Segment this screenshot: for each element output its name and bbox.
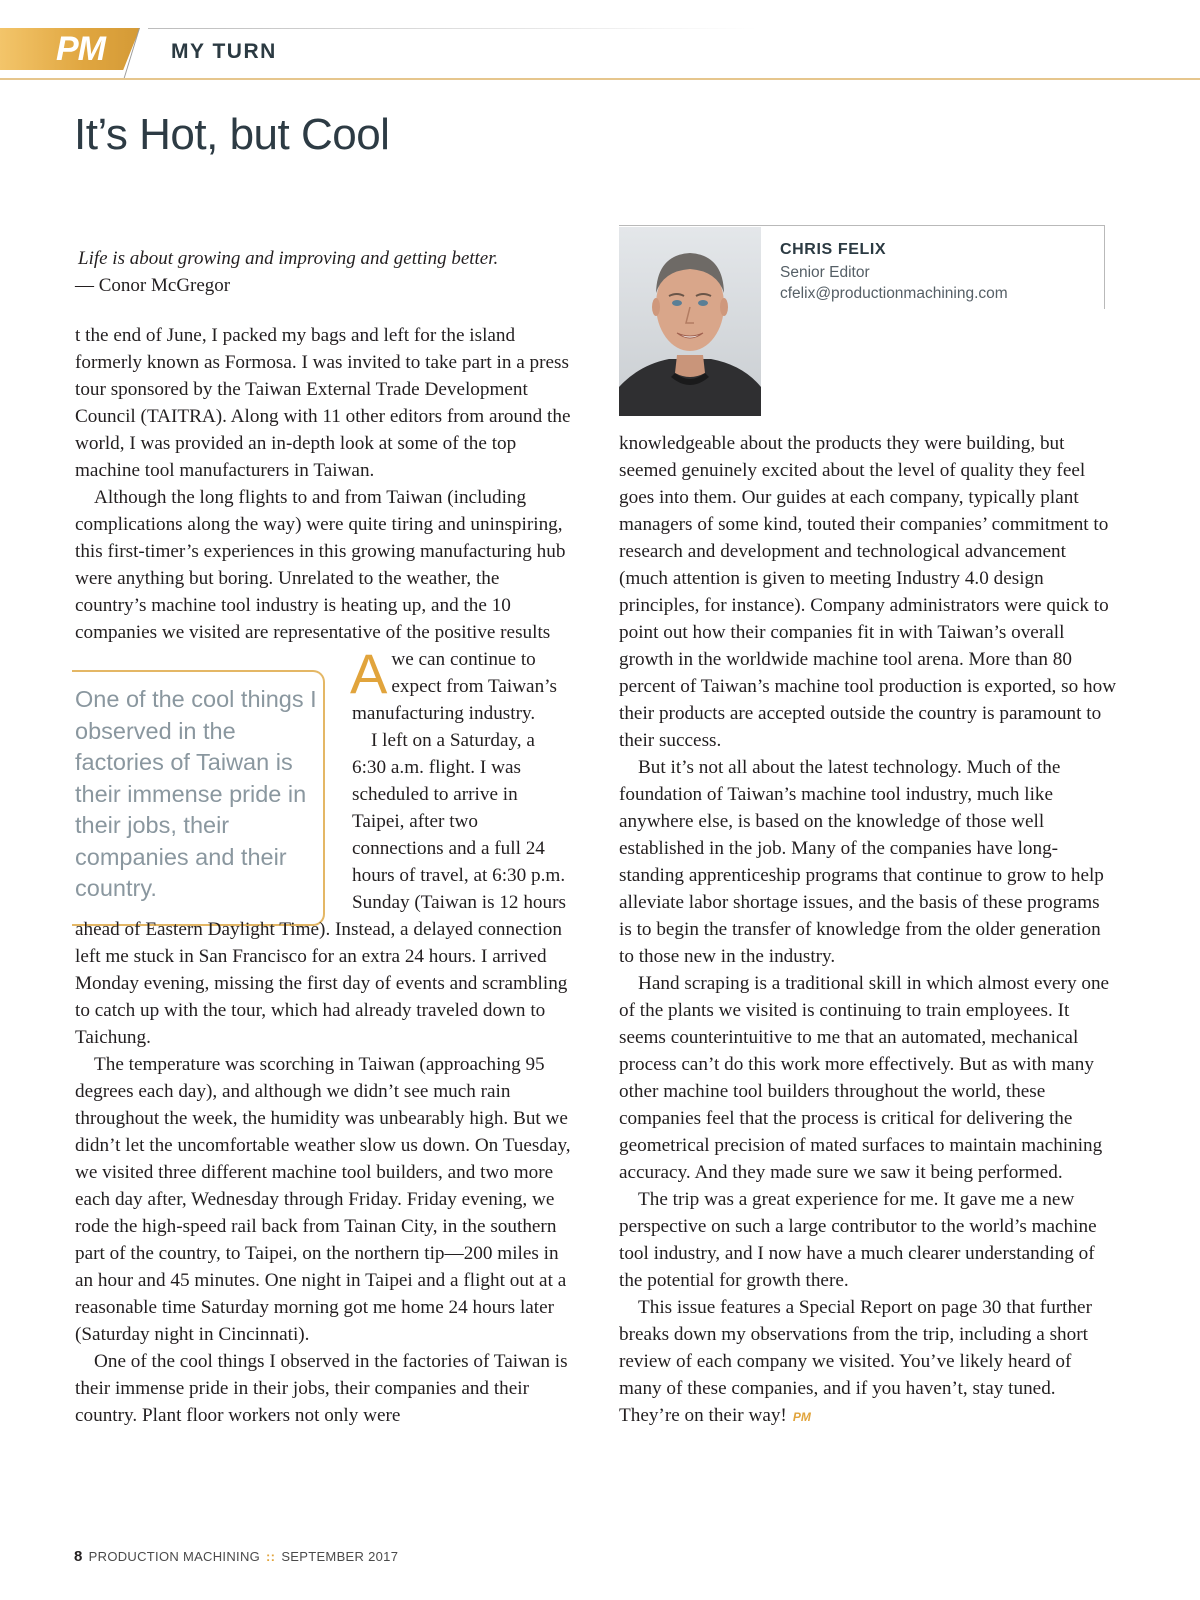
header-rule-top: [148, 28, 758, 29]
article-column-left: [75, 322, 571, 1429]
pull-quote-wrap: [75, 646, 352, 893]
article-paragraph: Although the long flights to and from Taiwan (including complications along the way) were quite tiring and uninspiring, this first-timer’s experiences in this growing manufacturing hub were anything but boring. Unrelated to the weather, the country’s machine tool industry is heating up, and the 10 companies we visited are representative of the positive results we can continue to expect from Taiwan’s manufacturing industry.: [75, 487, 566, 724]
epigraph-quote: Life is about growing and improving and getting better.: [78, 248, 499, 269]
article-column-right: [619, 430, 1117, 1431]
article-paragraph: A t the end of June, I packed my bags and left for the island formerly known as Formosa. I was invited to take part in a press tour sponsored by the Taiwan External Trade Development Council (TAITRA). Along with 11 other editors from around the world, I was provided an in-depth look at some of the top machine tool manufacturers in Taiwan.: [75, 325, 571, 705]
footer-publication: PRODUCTION MACHINING: [88, 1549, 261, 1564]
footer-issue: SEPTEMBER 2017: [281, 1549, 399, 1564]
article-paragraph: The trip was a great experience for me. It gave me a new perspective on such a large contributor to the world’s machine tool industry, and I now have a much clearer understanding of the potential for growth there.: [619, 1189, 1097, 1291]
epigraph-attribution: — Conor McGregor: [75, 275, 231, 296]
section-label: MY TURN: [171, 40, 277, 63]
page-footer: [74, 1548, 398, 1565]
author-email-link[interactable]: cfelix@productionmachining.com: [780, 285, 1008, 302]
article-paragraph: This issue features a Special Report on page 30 that further breaks down my observations from the trip, including a short review of each company we visited. You’ve likely heard of many of these companies, and if you haven’t, stay tuned. They’re on their way! PM: [619, 1297, 1092, 1426]
article-paragraph: One of the cool things I observed in the factories of Taiwan is their immense pride in their jobs, their companies and their country. Plant floor workers not only were: [75, 1351, 568, 1426]
article-title: It’s Hot, but Cool: [74, 110, 390, 159]
article-paragraph: But it’s not all about the latest technology. Much of the foundation of Taiwan’s machine tool industry, much like anywhere else, is based on the knowledge of those well established in the job. Many of the companies have long-standing apprenticeship programs that continue to grow to help alleviate labor shortage issues, and the basis of these programs is to begin the transfer of knowledge from the older generation to those new in the industry.: [619, 757, 1104, 967]
author-role: Senior Editor: [780, 264, 870, 281]
article-paragraph: I left on a Saturday, a 6:30 a.m. flight. I was scheduled to arrive in Taipei, after two connections and a full 24 hours of travel, at 6:30 p.m. Sunday (Taiwan is 12 hours ahead of Eastern Daylight Time). Instead, a delayed connection left me stuck in San Francisco for an extra 24 hours. I arrived Monday evening, missing the first day of events and scrambling to catch up with the tour, which had already traveled down to Taichung.: [75, 730, 568, 1048]
drop-cap: A: [350, 642, 388, 705]
author-photo: [619, 227, 761, 416]
author-box-border: [1104, 225, 1105, 309]
page-number: 8: [74, 1548, 83, 1565]
article-paragraph: The temperature was scorching in Taiwan (approaching 95 degrees each day), and although we didn’t see much rain throughout the week, the humidity was unbearably high. But we didn’t let the uncomfortable weather slow us down. On Tuesday, we visited three different machine tool builders, and two more each day after, Wednesday through Friday. Friday evening, we rode the high-speed rail back from Tainan City, in the southern part of the country, to Taipei, on the northern tip—200 miles in an hour and 45 minutes. One night in Taipei and a flight out at a reasonable time Saturday morning got me home 24 hours later (Saturday night in Cincinnati).: [75, 1054, 571, 1345]
author-box-border: [619, 225, 1105, 226]
epigraph: [75, 245, 598, 299]
pull-quote: One of the cool things I observed in the factories of Taiwan is their immense pride in their jobs, their companies and their country.: [72, 670, 325, 926]
end-mark: PM: [792, 1410, 811, 1424]
author-name: CHRIS FELIX: [780, 241, 887, 258]
article-paragraph: knowledgeable about the products they were building, but seemed genuinely excited about the level of quality they feel goes into them. Our guides at each company, typically plant managers of some kind, touted their companies’ commitment to research and development and technological advancement (much attention is given to meeting Industry 4.0 design principles, for instance). Company administrators were quick to point out how their companies fit in with Taiwan’s overall growth in the worldwide machine tool arena. More than 80 percent of Taiwan’s machine tool production is exported, so how their products are accepted outside the country is paramount to their success.: [619, 433, 1117, 751]
publication-logo: PM: [56, 30, 105, 68]
article-paragraph: Hand scraping is a traditional skill in which almost every one of the plants we visited is continuing to train employees. It seems counterintuitive to me that an automated, mechanical process can’t do this work more effectively. But as with many other machine tool builders throughout the world, these companies feel that the process is critical for delivering the geometrical precision of mated surfaces to maintain machining accuracy. And they made sure we saw it being performed.: [619, 973, 1110, 1183]
header-rule-bottom: [0, 78, 1200, 80]
author-box: [619, 225, 1105, 415]
footer-separator: ::: [266, 1549, 276, 1564]
